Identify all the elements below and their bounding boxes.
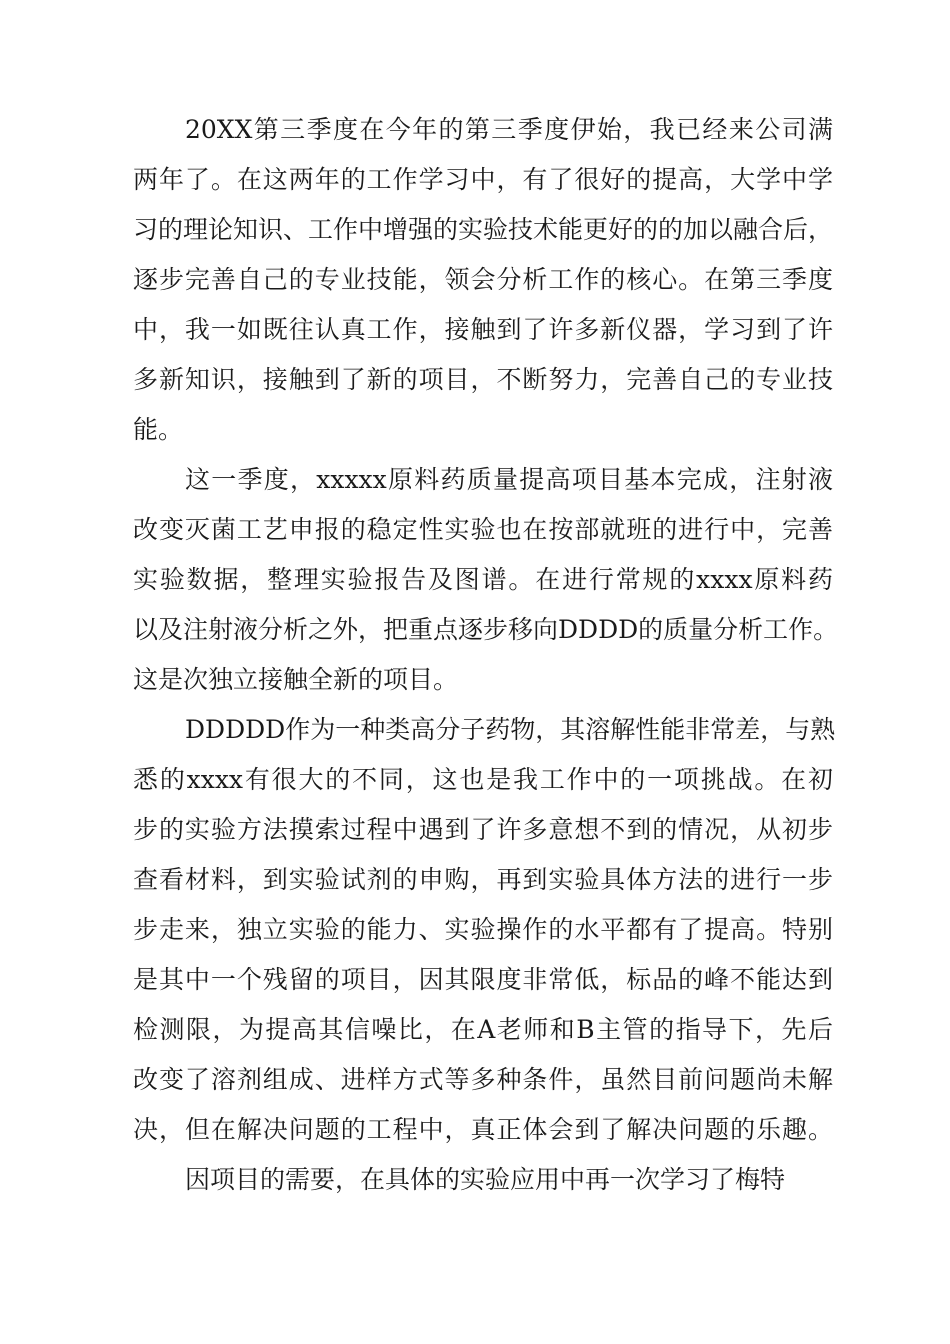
text-line: 检测限，为提高其信噪比，在A老师和B主管的指导下，先后: [133, 1015, 833, 1044]
text-line: 改变灭菌工艺申报的稳定性实验也在按部就班的进行中，完善: [133, 515, 833, 544]
text-line: 实验数据，整理实验报告及图谱。在进行常规的xxxx原料药: [133, 565, 833, 594]
text-line: 步的实验方法摸索过程中遇到了许多意想不到的情况，从初步: [133, 815, 833, 844]
text-line: 这一季度，xxxxx原料药质量提高项目基本完成，注射液: [185, 465, 833, 494]
text-line: 改变了溶剂组成、进样方式等多种条件，虽然目前问题尚未解: [133, 1065, 833, 1094]
text-line: 因项目的需要，在具体的实验应用中再一次学习了梅特: [185, 1165, 786, 1194]
text-line: 能。: [133, 415, 184, 444]
text-line: 20XX第三季度在今年的第三季度伊始，我已经来公司满: [185, 115, 833, 144]
document-body: [133, 105, 839, 1205]
text-line: 悉的xxxx有很大的不同，这也是我工作中的一项挑战。在初: [133, 765, 833, 794]
text-line: 两年了。在这两年的工作学习中，有了很好的提高，大学中学: [133, 165, 833, 194]
text-line: 查看材料，到实验试剂的申购，再到实验具体方法的进行一步: [133, 865, 833, 894]
text-line: 这是次独立接触全新的项目。: [133, 665, 459, 694]
text-line: 步走来，独立实验的能力、实验操作的水平都有了提高。特别: [133, 915, 833, 944]
text-line: 习的理论知识、工作中增强的实验技术能更好的的加以融合后，: [133, 215, 834, 244]
text-line: 以及注射液分析之外，把重点逐步移向DDDD的质量分析工作。: [133, 615, 839, 644]
text-line: 是其中一个残留的项目，因其限度非常低，标品的峰不能达到: [133, 965, 833, 994]
text-line: 决，但在解决问题的工程中，真正体会到了解决问题的乐趣。: [133, 1115, 833, 1144]
text-line: 逐步完善自己的专业技能，领会分析工作的核心。在第三季度: [133, 265, 833, 294]
text-line: 多新知识，接触到了新的项目，不断努力，完善自己的专业技: [133, 365, 833, 394]
text-line: 中，我一如既往认真工作，接触到了许多新仪器，学习到了许: [133, 315, 833, 344]
text-line: DDDDD作为一种类高分子药物，其溶解性能非常差，与熟: [185, 715, 836, 744]
